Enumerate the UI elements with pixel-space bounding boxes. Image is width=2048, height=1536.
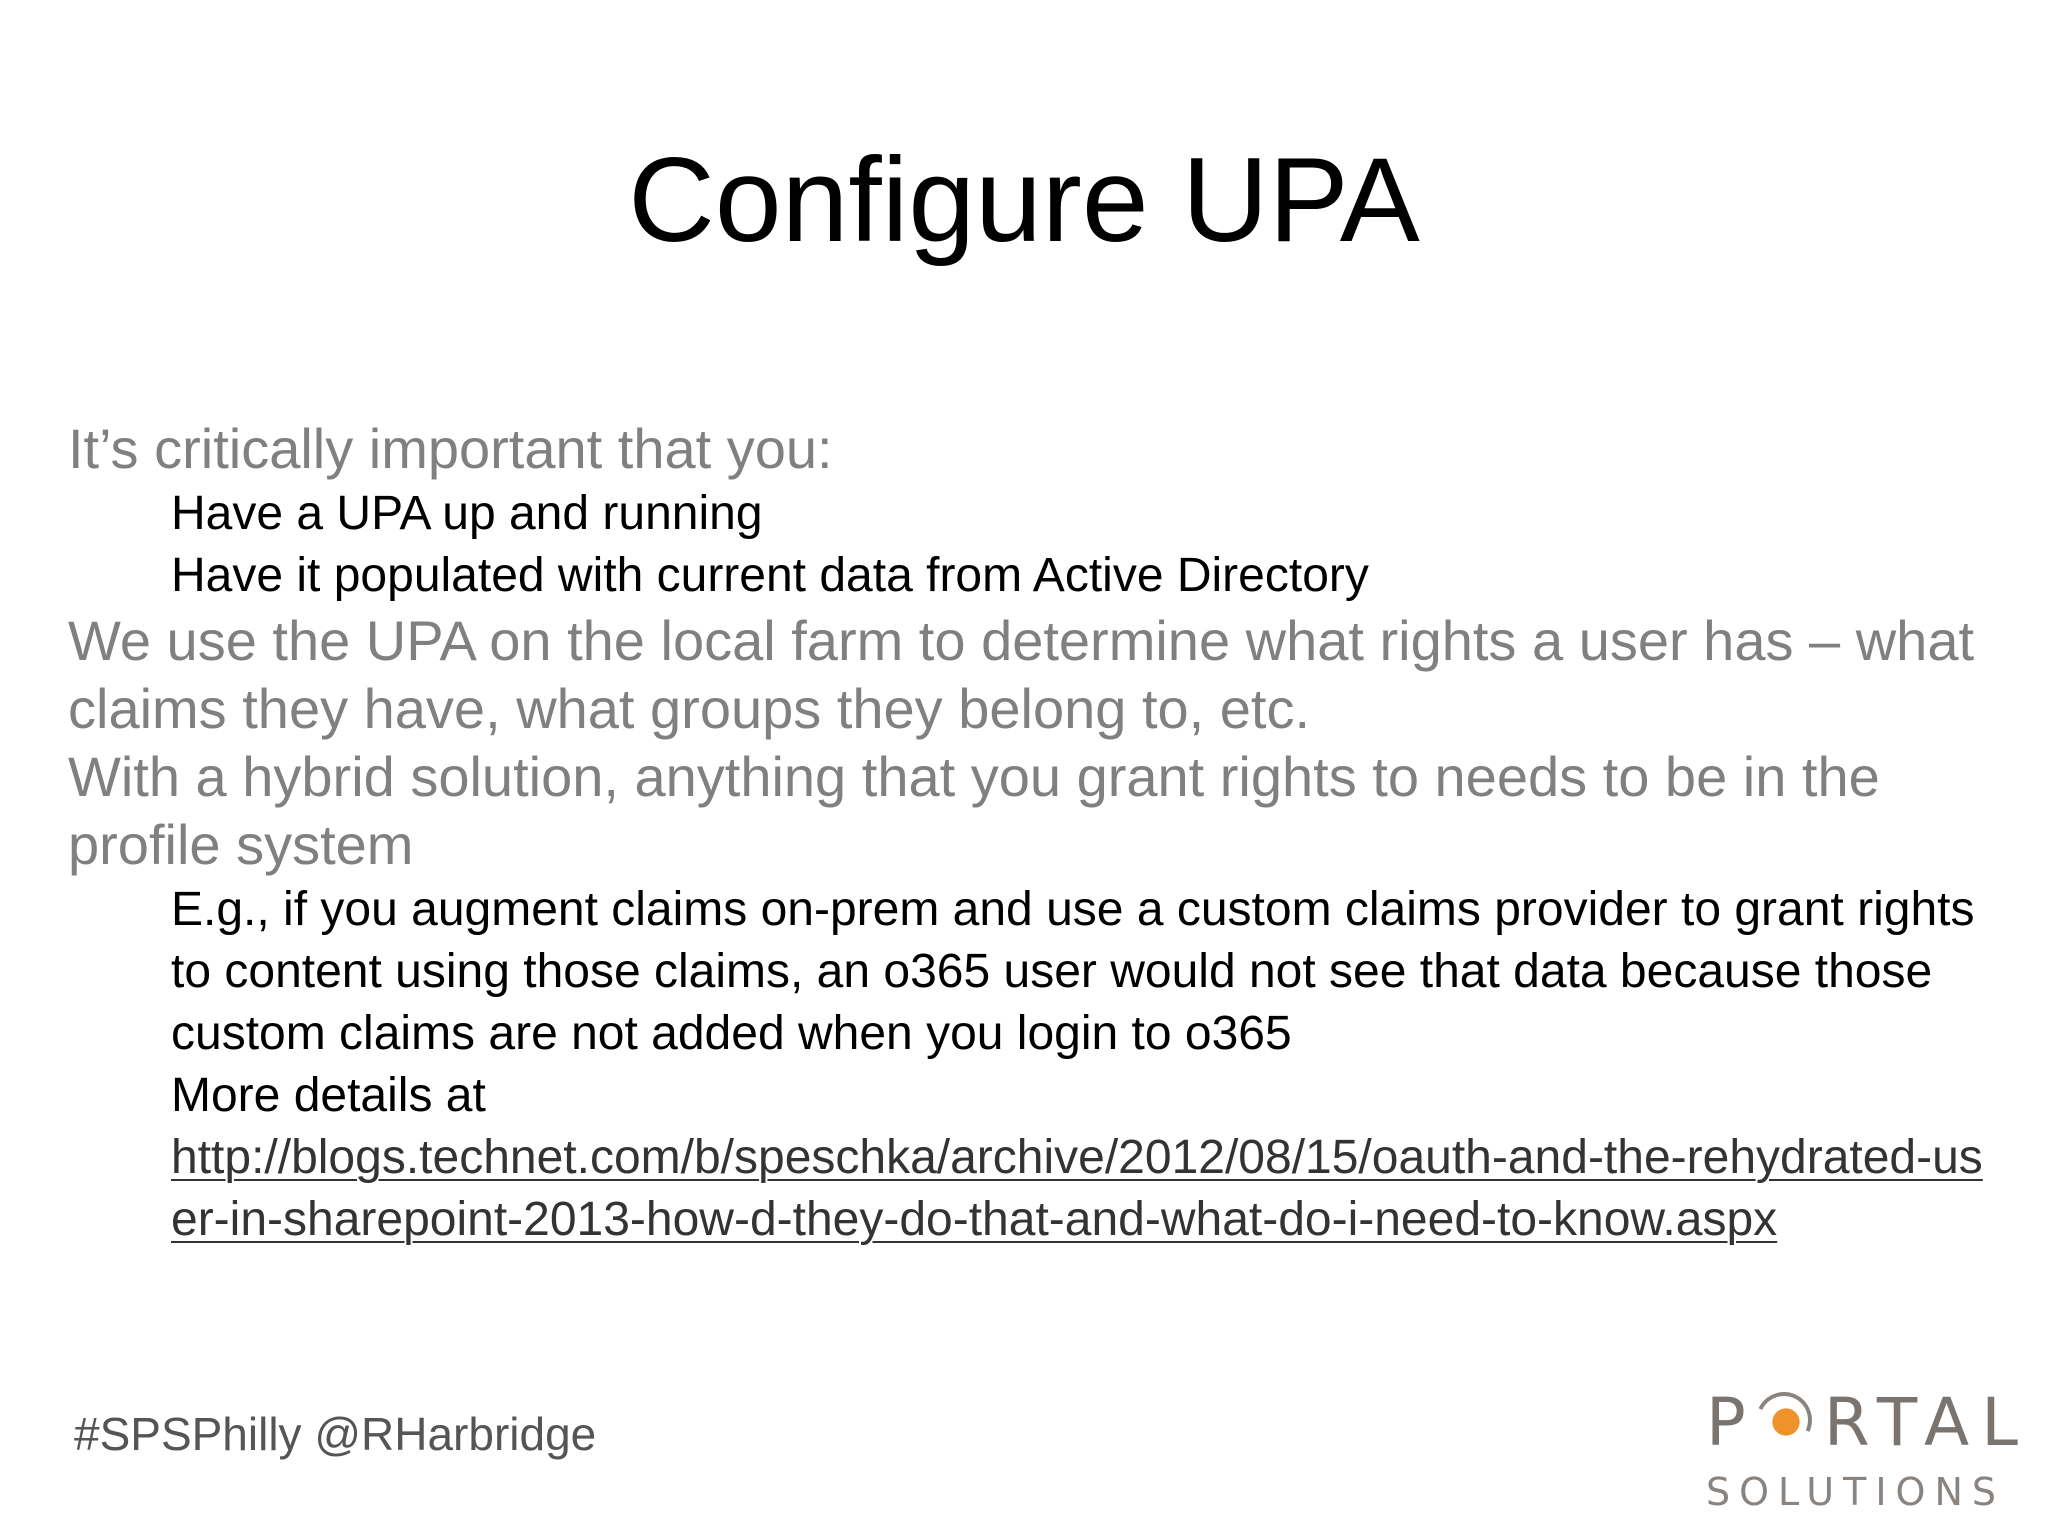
details-link[interactable]: http://blogs.technet.com/b/speschka/archive/2012/08/15/oauth-and-the-rehydrated-user-in-sharepoint-2013-how-d-they-do-that-and-what-do-i-need-to-know.aspx xyxy=(171,1131,1983,1246)
logo-wordmark: P RTAL xyxy=(1706,1384,2030,1461)
bullet-hybrid: With a hybrid solution, anything that you grant rights to needs to be in the profile system xyxy=(68,745,1880,876)
slide-title: Configure UPA xyxy=(628,133,1420,267)
slide-body xyxy=(68,415,2008,1251)
bullet-populated: Have it populated with current data from Active Directory xyxy=(171,549,1369,602)
bullet-more-details xyxy=(171,1065,2008,1251)
portal-solutions-logo xyxy=(1706,1384,2030,1516)
logo-orange-circle-icon xyxy=(1760,1396,1812,1448)
bullet-upa-running: Have a UPA up and running xyxy=(171,487,763,540)
bullet-example: E.g., if you augment claims on-prem and use a custom claims provider to grant rights to content using those claims, an o365 user would not see that data because those custom claims are not added when you login to o365 xyxy=(171,883,1975,1060)
logo-subtext: SOLUTIONS xyxy=(1706,1470,2005,1514)
more-details-label: More details at xyxy=(171,1069,486,1122)
bullet-critical: It’s critically important that you: xyxy=(68,417,833,480)
footer-hashtag: #SPSPhilly @RHarbridge xyxy=(74,1408,597,1460)
bullet-local-farm: We use the UPA on the local farm to determine what rights a user has – what claims they have, what groups they belong to, etc. xyxy=(68,609,1975,740)
